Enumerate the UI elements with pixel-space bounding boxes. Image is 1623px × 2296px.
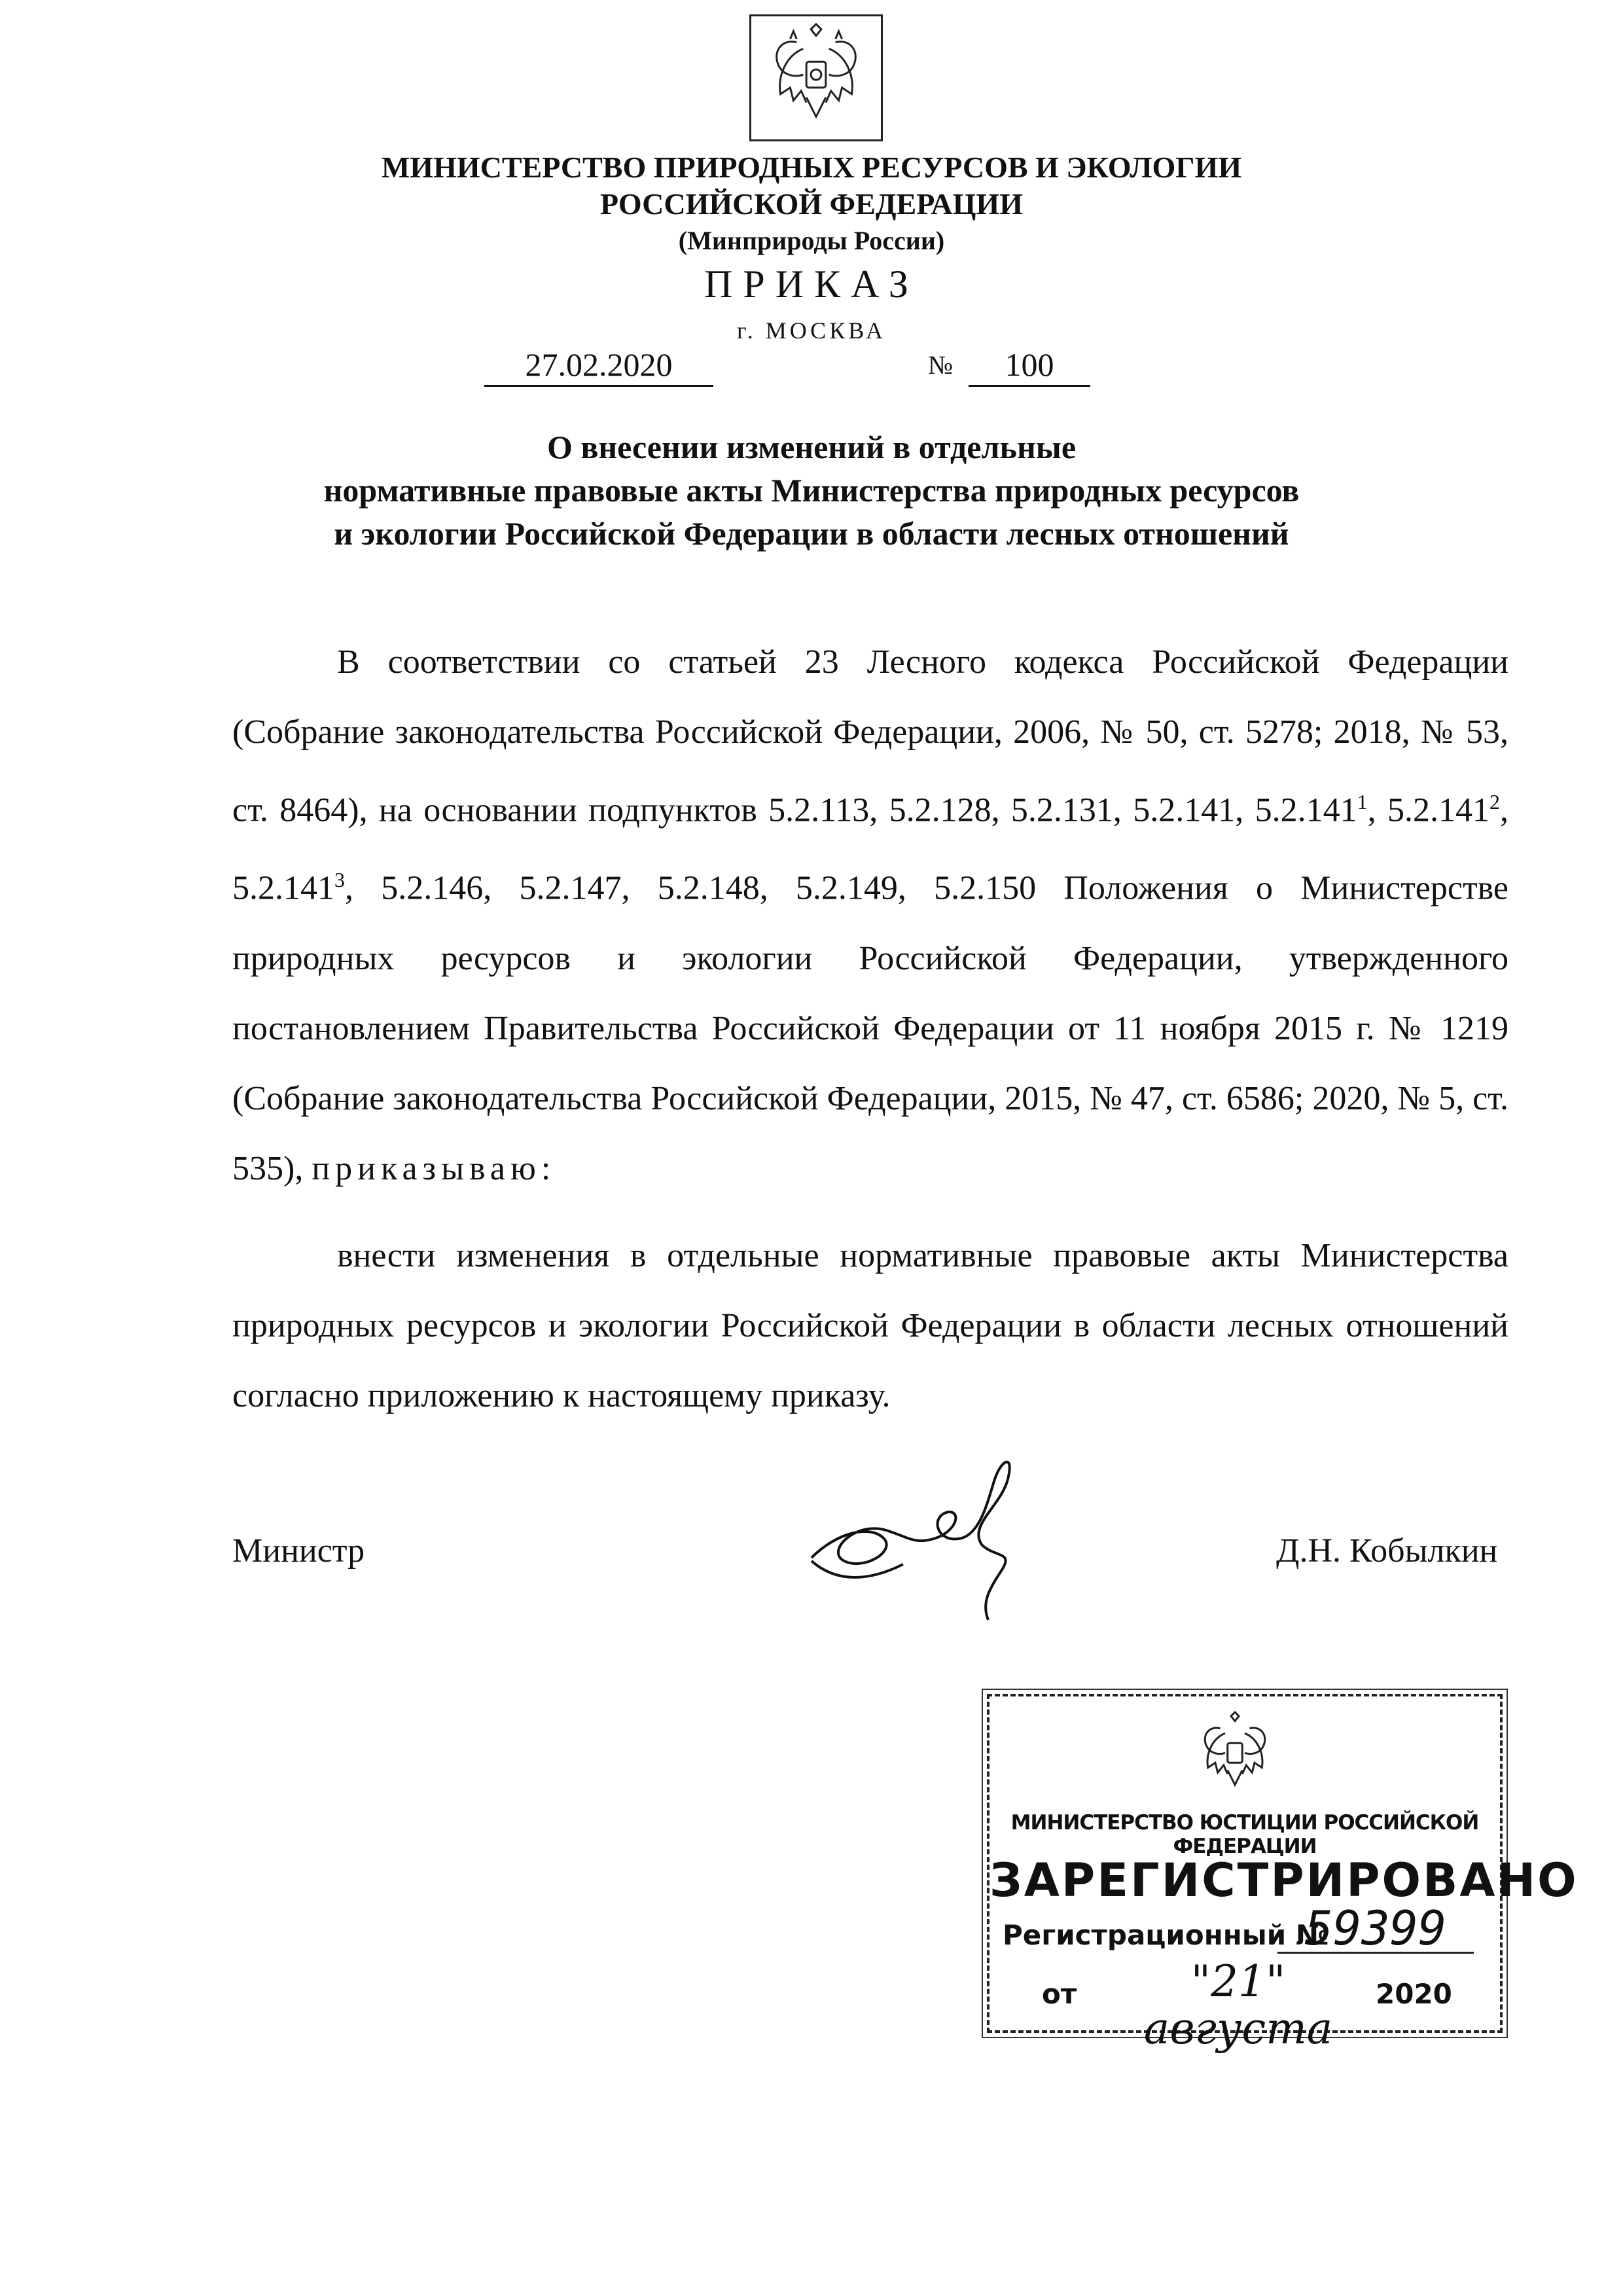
stamp-date-value: "21" августа (1143, 1956, 1333, 2054)
sup-2: 2 (1489, 790, 1501, 814)
title-line2: нормативные правовые акты Министерства природных ресурсов (323, 472, 1300, 509)
p1-text-end: , 5.2.146, 5.2.147, 5.2.148, 5.2.149, 5.2.150 Положения о Министерстве природных ресурсов и экологии Российской Федерации, утвержденного постановлением Правительства Российской Федерации от 11 ноября 2015 г. № 1219 (Собрание законодательства Российской Федерации, 2015, № 47, ст. 6586; 2020, № 5, ст. 535), (232, 869, 1508, 1187)
stamp-eagle-icon (1186, 1706, 1284, 1804)
doc-type: ПРИКАЗ (704, 262, 919, 306)
signer-name: Д.Н. Кобылкин (1276, 1532, 1498, 1570)
title-line3: и экологии Российской Федерации в области лесных отношений (334, 515, 1289, 552)
double-headed-eagle-icon (751, 16, 881, 139)
stamp-reg-number: 59399 (1277, 1905, 1474, 1954)
stamp-ministry: МИНИСТЕРСТВО ЮСТИЦИИ РОССИЙСКОЙ ФЕДЕРАЦИИ (1010, 1811, 1479, 1858)
body-paragraph-1 (232, 627, 1508, 1204)
body-paragraph-2: внести изменения в отдельные нормативные правовые акты Министерства природных ресурсов и экологии Российской Федерации в области лесных отношений согласно приложению к настоящему приказу. (232, 1237, 1508, 1414)
sup-1: 1 (1357, 790, 1368, 814)
order-number: 100 (969, 344, 1090, 387)
sup-3: 3 (334, 868, 345, 892)
document-title (0, 425, 1623, 555)
city: г. МОСКВА (737, 317, 886, 344)
p1-text: В соответствии со статьей 23 Лесного кодекса Российской Федерации (Собрание законодательства Российской Федерации, 2006, № 50, ст. 5278; 2018, № 53, ст. 8464), на основании подпунктов 5.2.113, 5.2.128, 5.2.131, 5.2.141, 5.2.141 (232, 643, 1508, 829)
stamp-date-prefix: от (1042, 1978, 1077, 2010)
order-date: 27.02.2020 (484, 344, 713, 387)
state-emblem (749, 14, 883, 141)
ministry-short: (Минприроды России) (678, 226, 945, 255)
registration-stamp (987, 1694, 1578, 2054)
p1-mid1: , 5.2.141 (1367, 791, 1490, 829)
stamp-year: 2020 (1376, 1978, 1452, 2010)
stamp-registered: ЗАРЕГИСТРИРОВАНО (990, 1854, 1578, 1907)
order-verb: приказываю: (312, 1149, 556, 1187)
signer-position: Министр (232, 1532, 365, 1570)
ministry-name (0, 149, 1623, 259)
ministry-line2: РОССИЙСКОЙ ФЕДЕРАЦИИ (600, 187, 1023, 221)
handwritten-signature (798, 1440, 1047, 1623)
ministry-line1: МИНИСТЕРСТВО ПРИРОДНЫХ РЕСУРСОВ И ЭКОЛОГИИ (381, 151, 1242, 184)
p1-mid2: , 5.2.141 (232, 791, 1509, 907)
stamp-reg-label: Регистрационный № (1003, 1919, 1329, 1951)
title-line1: О внесении изменений в отдельные (546, 429, 1077, 465)
number-label: № (928, 350, 954, 380)
